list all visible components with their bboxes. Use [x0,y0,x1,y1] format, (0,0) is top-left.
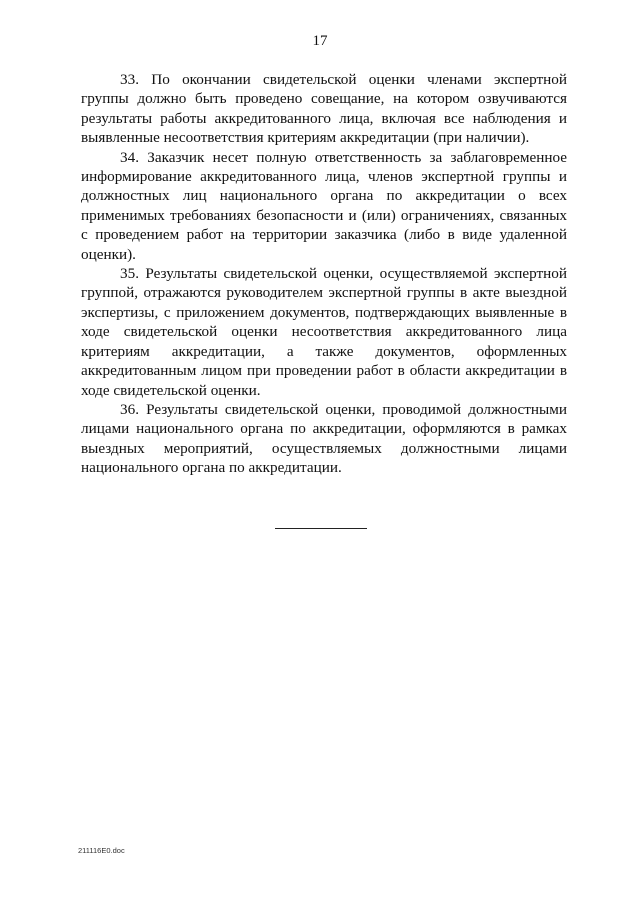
footer-filename: 211116E0.doc [78,846,125,855]
document-body [81,70,567,478]
paragraph-33: 33. По окончании свидетельской оценки членами экспертной группы должно быть проведено совещание, на котором озвучиваются результаты работы аккредитованного лица, включая все наблюдения и выявленные несоответствия критериям аккредитации (при наличии). [81,71,567,147]
page-number: 17 [312,33,328,49]
end-separator-line [275,528,367,529]
paragraph-36: 36. Результаты свидетельской оценки, проводимой должностными лицами национального органа по аккредитации, оформляются в рамках выездных мероприятий, осуществляемых должностными лицами национального органа по аккредитации. [81,400,567,477]
paragraph-35: 35. Результаты свидетельской оценки, осуществляемой экспертной группой, отражаются руководителем экспертной группы в акте выездной экспертизы, с приложением документов, подтверждающих выявленные в ходе свидетельской оценки несоответствия аккредитованного лица критериям аккредитации, а также документов, оформленных аккредитованным лицом при проведении работ в области аккредитации в ходе свидетельской оценки. [81,265,567,399]
paragraph-34: 34. Заказчик несет полную ответственность за заблаговременное информирование аккредитованного лица, членов экспертной группы и должностных лиц национального органа по аккредитации о всех применимых требованиях безопасности и (или) ограничениях, связанных с проведением работ на территории заказчика (либо в виде удаленной оценки). [81,148,567,263]
